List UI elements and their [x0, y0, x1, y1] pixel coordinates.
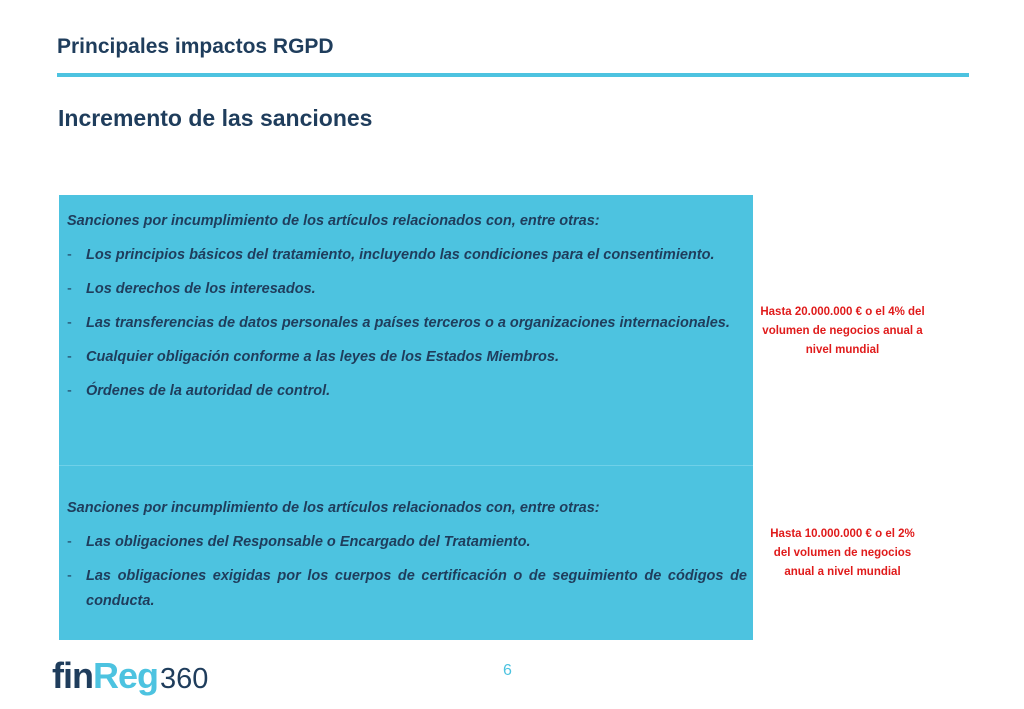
logo-num-text: 360 — [160, 663, 209, 695]
sanctions-panel-1 — [59, 195, 753, 465]
sanction-amount-1: Hasta 20.000.000 € o el 4% del volumen de negocios anual a nivel mundial — [760, 306, 925, 356]
list-item: - Las transferencias de datos personales a países terceros o a organizaciones internacionales. — [67, 311, 747, 336]
list-item: - Las obligaciones exigidas por los cuerpos de certificación o de seguimiento de códigos de conducta. — [67, 564, 747, 614]
panel-list — [67, 530, 747, 614]
panel-intro: Sanciones por incumplimiento de los artículos relacionados con, entre otras: — [67, 500, 600, 516]
panel-list — [67, 243, 747, 404]
page-title: Principales impactos RGPD — [57, 35, 334, 58]
list-item: - Cualquier obligación conforme a las leyes de los Estados Miembros. — [67, 345, 747, 370]
list-item: - Los principios básicos del tratamiento, incluyendo las condiciones para el consentimiento. — [67, 243, 747, 268]
logo-fin-text: fin — [52, 655, 93, 696]
list-item: - Las obligaciones del Responsable o Encargado del Tratamiento. — [67, 530, 747, 555]
logo-reg-text: Reg — [92, 655, 158, 696]
sanction-amount-2: Hasta 10.000.000 € o el 2% del volumen de negocios anual a nivel mundial — [770, 528, 915, 578]
panel-intro: Sanciones por incumplimiento de los artículos relacionados con, entre otras: — [67, 213, 600, 229]
finreg360-logo — [52, 655, 208, 699]
sanctions-panel-2 — [59, 466, 753, 640]
section-subtitle: Incremento de las sanciones — [58, 105, 373, 131]
page-number: 6 — [503, 662, 512, 679]
title-divider — [57, 73, 969, 77]
list-item: - Órdenes de la autoridad de control. — [67, 379, 747, 404]
list-item: - Los derechos de los interesados. — [67, 277, 747, 302]
